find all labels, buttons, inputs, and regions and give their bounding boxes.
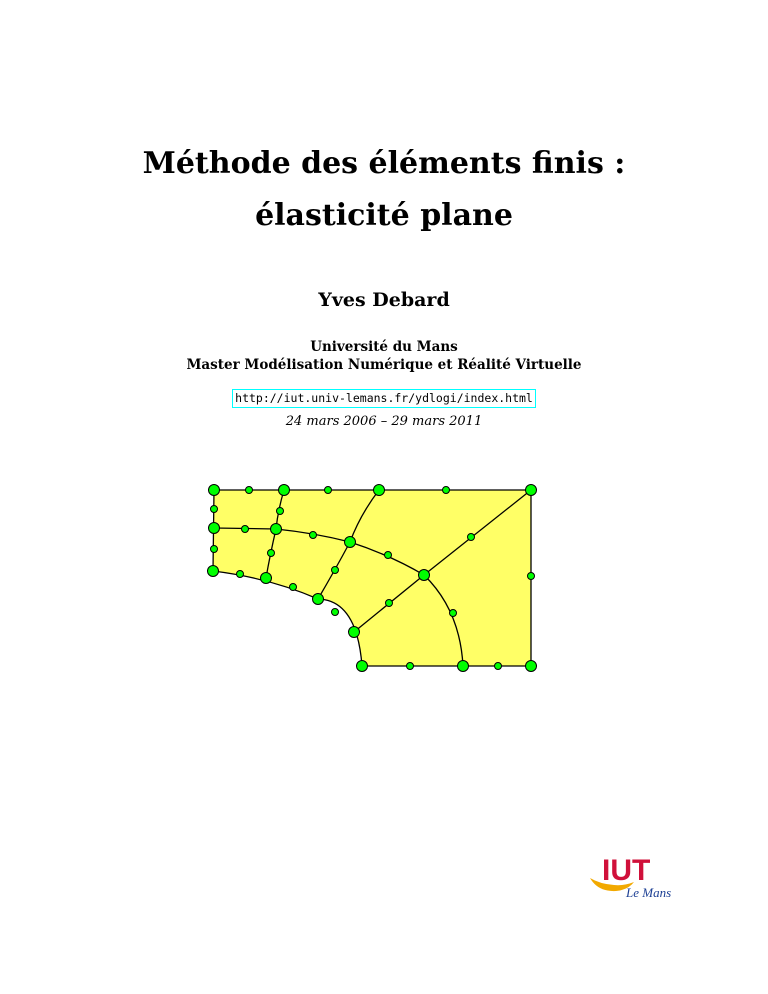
mesh-node-mid: [211, 506, 218, 513]
mesh-node-corner: [209, 485, 220, 496]
mesh-node-corner: [279, 485, 290, 496]
mesh-node-mid: [407, 663, 414, 670]
mesh-node-corner: [313, 594, 324, 605]
author-name: Yves Debard: [318, 289, 450, 311]
mesh-node-mid: [495, 663, 502, 670]
mesh-node-mid: [528, 573, 535, 580]
mesh-node-mid: [443, 487, 450, 494]
mesh-node-corner: [271, 524, 282, 535]
program-name: Master Modélisation Numérique et Réalité Virtuelle: [186, 357, 582, 373]
mesh-node-corner: [208, 566, 219, 577]
mesh-node-corner: [526, 661, 537, 672]
mesh-node-corner: [526, 485, 537, 496]
finite-element-mesh-figure: [196, 474, 552, 682]
mesh-node-mid: [211, 546, 218, 553]
mesh-node-mid: [237, 571, 244, 578]
mesh-node-mid: [386, 600, 393, 607]
logo-sub-text: Le Mans: [626, 885, 672, 900]
iut-le-mans-logo: [588, 852, 684, 900]
mesh-node-corner: [357, 661, 368, 672]
mesh-node-corner: [374, 485, 385, 496]
mesh-node-mid: [242, 526, 249, 533]
mesh-node-mid: [450, 610, 457, 617]
mesh-node-corner: [345, 537, 356, 548]
mesh-node-mid: [310, 532, 317, 539]
url-container: [0, 387, 768, 408]
mesh-node-mid: [246, 487, 253, 494]
mesh-node-corner: [209, 523, 220, 534]
mesh-node-corner: [261, 573, 272, 584]
mesh-node-mid: [325, 487, 332, 494]
institution: Université du Mans: [310, 339, 458, 355]
mesh-node-mid: [468, 534, 475, 541]
mesh-node-mid: [277, 508, 284, 515]
mesh-node-corner: [349, 627, 360, 638]
mesh-node-mid: [385, 552, 392, 559]
mesh-node-mid: [332, 567, 339, 574]
mesh-node-mid: [290, 584, 297, 591]
mesh-node-corner: [458, 661, 469, 672]
mesh-node-corner: [419, 570, 430, 581]
mesh-node-mid: [268, 550, 275, 557]
dates: 24 mars 2006 – 29 mars 2011: [285, 414, 483, 429]
logo-main-text: IUT: [602, 854, 651, 887]
title-line-2: élasticité plane: [255, 198, 513, 233]
title-line-1: Méthode des éléments finis :: [142, 146, 626, 181]
mesh-node-mid: [332, 609, 339, 616]
website-link[interactable]: http://iut.univ-lemans.fr/ydlogi/index.html: [232, 389, 536, 408]
